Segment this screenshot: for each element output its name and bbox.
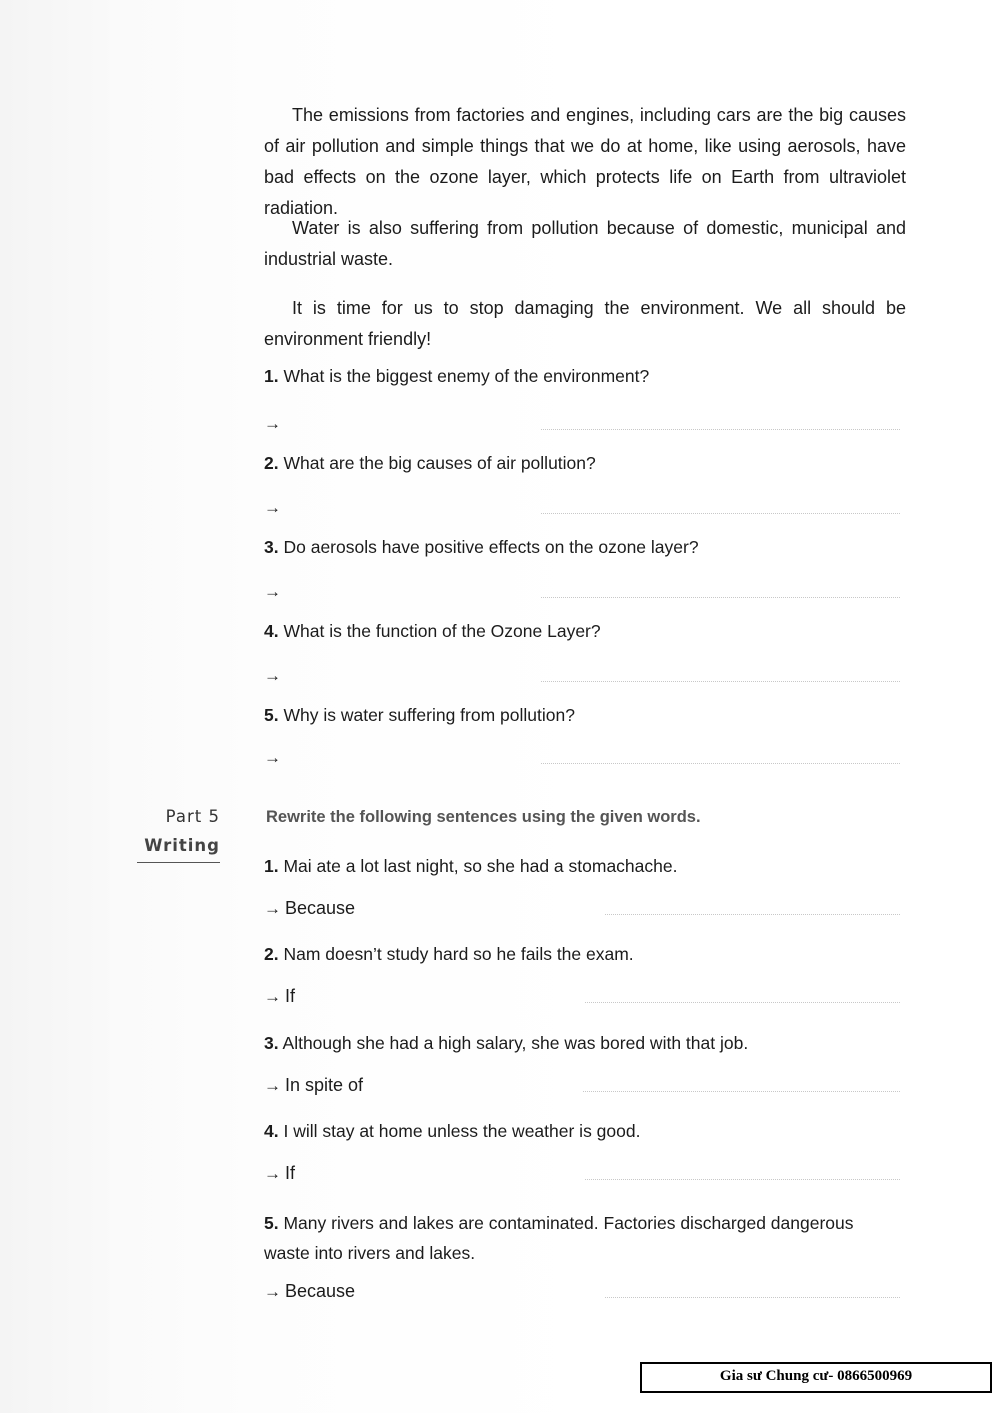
item-sentence: Many rivers and lakes are contaminated. Factories discharged dangerous waste into rivers and lakes. <box>264 1213 854 1263</box>
dotted-answer-line[interactable] <box>541 763 900 764</box>
footer-contact-box: Gia sư Chung cư- 0866500969 <box>640 1362 992 1393</box>
arrow-icon: → <box>264 582 281 601</box>
reading-question-5 <box>264 705 575 726</box>
answer-line-5[interactable] <box>264 746 900 768</box>
question-number: 3. <box>264 537 279 557</box>
reading-paragraph-3: It is time for us to stop damaging the environment. We all should be environment friendly! <box>264 298 906 349</box>
question-text: Why is water suffering from pollution? <box>283 705 575 725</box>
given-word: Because <box>285 1281 356 1301</box>
rewrite-line-3[interactable] <box>264 1074 900 1096</box>
answer-line-1[interactable] <box>264 412 900 434</box>
dotted-answer-line[interactable] <box>605 914 900 915</box>
dotted-answer-line[interactable] <box>585 1002 900 1003</box>
arrow-icon: → <box>264 899 281 918</box>
item-sentence: I will stay at home unless the weather is good. <box>283 1121 641 1141</box>
rewrite-line-1[interactable] <box>264 897 900 919</box>
writing-item-5 <box>264 1208 884 1268</box>
item-number: 1. <box>264 856 279 876</box>
reading-question-3 <box>264 537 699 558</box>
reading-question-2 <box>264 453 596 474</box>
item-sentence: Nam doesn’t study hard so he fails the exam. <box>283 944 634 964</box>
reading-paragraph-1: The emissions from factories and engines, including cars are the big causes of air pollution and simple things that we do at home, like using aerosols, have bad effects on the ozone layer, which protects life on Earth from ultraviolet radiation. <box>264 105 906 218</box>
arrow-icon: → <box>264 666 281 685</box>
dotted-answer-line[interactable] <box>541 681 900 682</box>
item-sentence: Mai ate a lot last night, so she had a stomachache. <box>283 856 678 876</box>
reading-paragraph-2: Water is also suffering from pollution because of domestic, municipal and industrial waste. <box>264 218 906 269</box>
writing-item-1 <box>264 856 677 877</box>
writing-instruction: Rewrite the following sentences using the given words. <box>266 808 701 826</box>
item-number: 4. <box>264 1121 279 1141</box>
reading-question-1 <box>264 366 649 387</box>
rewrite-line-4[interactable] <box>264 1162 900 1184</box>
given-word: In spite of <box>285 1075 364 1095</box>
writing-item-2 <box>264 944 634 965</box>
part-name-label: Writing <box>144 836 220 855</box>
given-word: If <box>285 986 296 1006</box>
arrow-icon: → <box>264 748 281 767</box>
arrow-icon: → <box>264 987 281 1006</box>
dotted-answer-line[interactable] <box>605 1297 900 1298</box>
question-text: What are the big causes of air pollution? <box>283 453 596 473</box>
item-number: 3. <box>264 1033 279 1053</box>
arrow-icon: → <box>264 1164 281 1183</box>
answer-line-2[interactable] <box>264 496 900 518</box>
reading-question-4 <box>264 621 601 642</box>
answer-line-3[interactable] <box>264 580 900 602</box>
dotted-answer-line[interactable] <box>585 1179 900 1180</box>
rewrite-line-5[interactable] <box>264 1280 900 1302</box>
part-label-divider <box>137 862 220 863</box>
item-sentence: Although she had a high salary, she was bored with that job. <box>282 1033 749 1053</box>
given-word: Because <box>285 898 356 918</box>
question-number: 2. <box>264 453 279 473</box>
dotted-answer-line[interactable] <box>541 429 900 430</box>
question-number: 5. <box>264 705 279 725</box>
writing-item-3 <box>264 1033 748 1054</box>
item-number: 5. <box>264 1213 279 1233</box>
answer-line-4[interactable] <box>264 664 900 686</box>
question-text: Do aerosols have positive effects on the ozone layer? <box>283 537 699 557</box>
dotted-answer-line[interactable] <box>541 597 900 598</box>
question-number: 1. <box>264 366 279 386</box>
question-text: What is the function of the Ozone Layer? <box>283 621 601 641</box>
arrow-icon: → <box>264 498 281 517</box>
dotted-answer-line[interactable] <box>583 1091 900 1092</box>
rewrite-line-2[interactable] <box>264 985 900 1007</box>
part-number-label: Part 5 <box>165 807 220 826</box>
item-number: 2. <box>264 944 279 964</box>
question-number: 4. <box>264 621 279 641</box>
arrow-icon: → <box>264 1076 281 1095</box>
arrow-icon: → <box>264 1282 281 1301</box>
writing-item-4 <box>264 1121 640 1142</box>
question-text: What is the biggest enemy of the environment? <box>283 366 650 386</box>
dotted-answer-line[interactable] <box>541 513 900 514</box>
given-word: If <box>285 1163 296 1183</box>
arrow-icon: → <box>264 414 281 433</box>
